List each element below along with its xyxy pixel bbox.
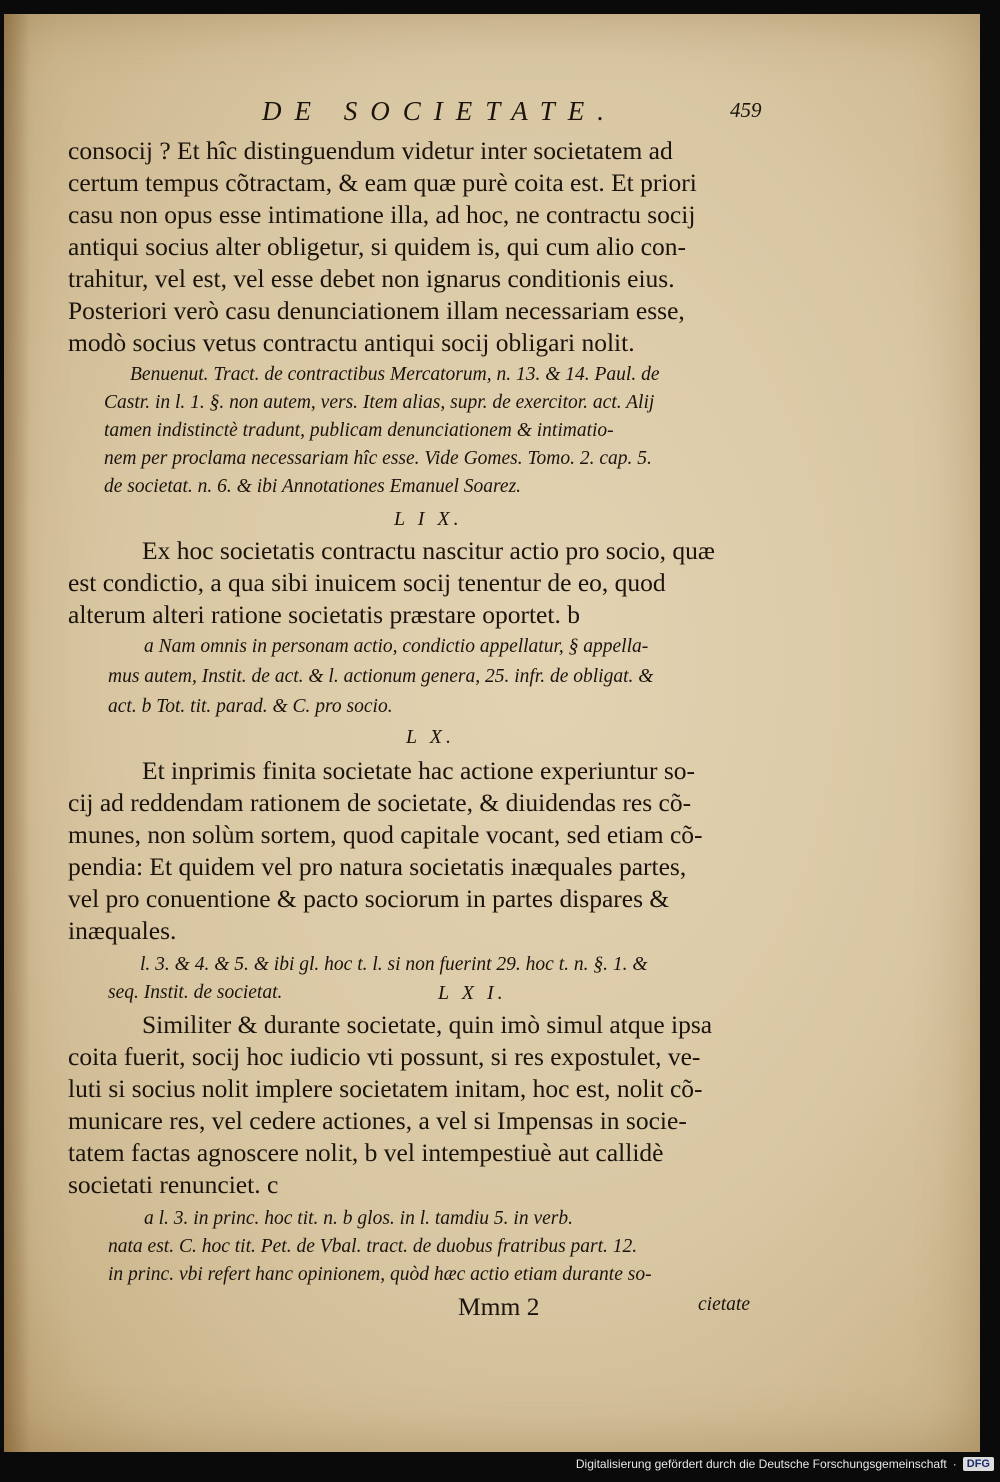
footnote-line: nata est. C. hoc tit. Pet. de Vbal. tract. de duobus fratribus part. 12. bbox=[108, 1236, 638, 1257]
footnote-line: a l. 3. in princ. hoc tit. n. b glos. in l. tamdiu 5. in verb. bbox=[144, 1208, 573, 1229]
section-number: L I X. bbox=[394, 508, 463, 530]
text-line: cij ad reddendam rationem de societate, & diuidendas res cõ- bbox=[68, 788, 692, 817]
footnote-line: a Nam omnis in personam actio, condictio appellatur, § appella- bbox=[144, 636, 649, 657]
footnote-line: act. b Tot. tit. parad. & C. pro socio. bbox=[108, 696, 393, 717]
text-line: certum tempus cõtractam, & eam quæ purè coita est. Et priori bbox=[68, 168, 697, 197]
text-line: Posteriori verò casu denunciationem illam necessariam esse, bbox=[68, 296, 685, 325]
footnote-line: Benuenut. Tract. de contractibus Mercatorum, n. 13. & 14. Paul. de bbox=[130, 364, 660, 385]
signature-mark: Mmm 2 bbox=[458, 1292, 540, 1321]
text-line: consocij ? Et hîc distinguendum videtur inter societatem ad bbox=[68, 136, 673, 165]
section-number: L X. bbox=[406, 726, 455, 748]
digitization-footer: Digitalisierung gefördert durch die Deutsche Forschungsgemeinschaft · DFG bbox=[576, 1454, 994, 1474]
text-line: vel pro conuentione & pacto sociorum in partes dispares & bbox=[68, 884, 670, 913]
page-number: 459 bbox=[730, 98, 762, 122]
footnote-line: tamen indistinctè tradunt, publicam denunciationem & intimatio- bbox=[104, 420, 614, 441]
text-line: modò socius vetus contractu antiqui socij obligari nolit. bbox=[68, 328, 635, 357]
text-line: inæquales. bbox=[68, 916, 177, 945]
section-number: L X I. bbox=[438, 982, 507, 1004]
text-line: municare res, vel cedere actiones, a vel si Impensas in socie- bbox=[68, 1106, 687, 1135]
text-line: trahitur, vel est, vel esse debet non ignarus conditionis eius. bbox=[68, 264, 675, 293]
dfg-logo: DFG bbox=[963, 1457, 994, 1471]
text-line: tatem factas agnoscere nolit, b vel intempestiuè aut callidè bbox=[68, 1138, 664, 1167]
text-line: est condictio, a qua sibi inuicem socij tenentur de eo, quod bbox=[68, 568, 666, 597]
text-line: munes, non solùm sortem, quod capitale vocant, sed etiam cõ- bbox=[68, 820, 703, 849]
footnote-line: nem per proclama necessariam hîc esse. Vide Gomes. Tomo. 2. cap. 5. bbox=[104, 448, 652, 469]
book-page bbox=[4, 14, 980, 1452]
catchword: cietate bbox=[698, 1294, 750, 1315]
footnote-line: l. 3. & 4. & 5. & ibi gl. hoc t. l. si non fuerint 29. hoc t. n. §. 1. & bbox=[140, 954, 648, 975]
funding-credit: Digitalisierung gefördert durch die Deutsche Forschungsgemeinschaft bbox=[575, 1457, 947, 1471]
text-line: casu non opus esse intimatione illa, ad hoc, ne contractu socij bbox=[68, 200, 696, 229]
footnote-line: mus autem, Instit. de act. & l. actionum genera, 25. infr. de obligat. & bbox=[108, 666, 654, 687]
text-line: coita fuerit, socij hoc iudicio vti possunt, si res expostulet, ve- bbox=[68, 1042, 701, 1071]
footnote-line: de societat. n. 6. & ibi Annotationes Emanuel Soarez. bbox=[104, 476, 522, 497]
text-line: societati renunciet. c bbox=[68, 1170, 279, 1199]
running-head: DE SOCIETATE. bbox=[262, 96, 617, 126]
text-line: Ex hoc societatis contractu nascitur actio pro socio, quæ bbox=[142, 536, 715, 565]
text-line: pendia: Et quidem vel pro natura societatis inæquales partes, bbox=[68, 852, 687, 881]
footnote-line: seq. Instit. de societat. bbox=[108, 982, 283, 1003]
footnote-line: Castr. in l. 1. §. non autem, vers. Item alias, supr. de exercitor. act. Alij bbox=[104, 392, 655, 413]
text-line: Et inprimis finita societate hac actione experiuntur so- bbox=[142, 756, 696, 785]
text-line: antiqui socius alter obligetur, si quidem is, qui cum alio con- bbox=[68, 232, 686, 261]
footnote-line: in princ. vbi refert hanc opinionem, quòd hæc actio etiam durante so- bbox=[108, 1264, 652, 1285]
text-line: luti si socius nolit implere societatem initam, hoc est, nolit cõ- bbox=[68, 1074, 703, 1103]
text-line: alterum alteri ratione societatis præstare oportet. b bbox=[68, 600, 580, 629]
text-line: Similiter & durante societate, quin imò simul atque ipsa bbox=[142, 1010, 713, 1039]
